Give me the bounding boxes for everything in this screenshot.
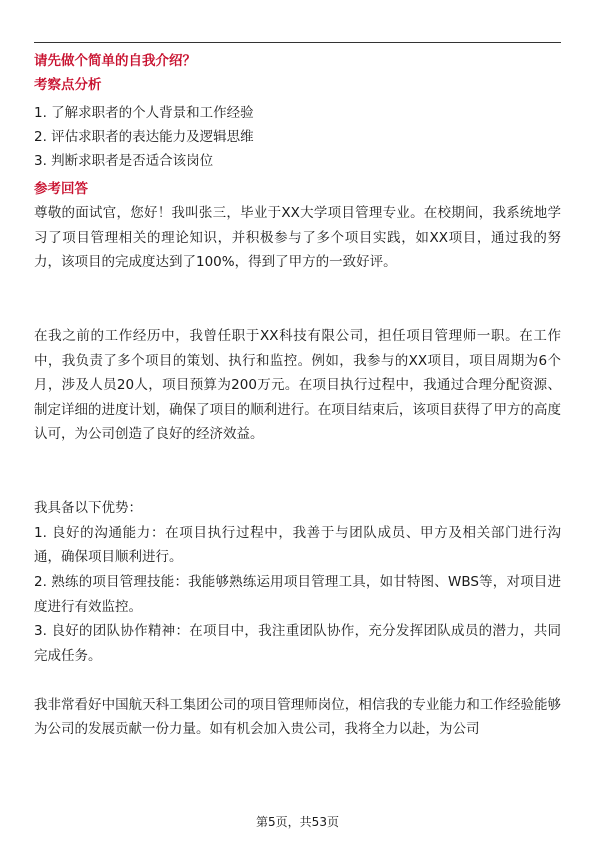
- analysis-item: 2. 评估求职者的表达能力及逻辑思维: [34, 129, 254, 145]
- strength-item: 3. 良好的团队协作精神：在项目中，我注重团队协作，充分发挥团队成员的潜力，共同完成任务。: [34, 623, 561, 664]
- answer-paragraph-intro: 尊敬的面试官，您好！我叫张三，毕业于XX大学项目管理专业。在校期间，我系统地学习了项目管理相关的理论知识，并积极参与了多个项目实践，如XX项目，通过我的努力，该项目的完成度达到了100%，得到了甲方的一致好评。: [34, 205, 561, 271]
- answer-closing: 我非常看好中国航天科工集团公司的项目管理师岗位，相信我的专业能力和工作经验能够为公司的发展贡献一份力量。如有机会加入贵公司，我将全力以赴，为公司: [34, 696, 561, 738]
- strength-item: 1. 良好的沟通能力：在项目执行过程中，我善于与团队成员、甲方及相关部门进行沟通，确保项目顺利进行。: [34, 524, 561, 566]
- page-number: 第5页，共53页: [256, 815, 339, 829]
- question-heading: 请先做个简单的自我介绍？: [34, 53, 196, 69]
- analysis-item: 3. 判断求职者是否适合该岗位: [34, 153, 214, 169]
- analysis-item: 1. 了解求职者的个人背景和工作经验: [34, 105, 254, 121]
- answer-paragraph-experience: 在我之前的工作经历中，我曾任职于XX科技有限公司，担任项目管理师一职。在工作中，我负责了多个项目的策划、执行和监控。例如，我参与的XX项目，项目周期为6个月，涉及人员20人，项目预算为200万元。在项目执行过程中，我通过合理分配资源、制定详细的进度计划，确保了项目的顺利进行。在项目结束后，该项目获得了甲方的高度认可，为公司创造了良好的经济效益。: [34, 327, 561, 443]
- analysis-heading: 考察点分析: [34, 77, 102, 93]
- answer-heading: 参考回答: [34, 181, 88, 197]
- page-content: [34, 49, 561, 742]
- strengths-intro: 我具备以下优势：: [34, 500, 142, 517]
- strength-item: 2. 熟练的项目管理技能：我能够熟练运用项目管理工具，如甘特图、WBS等，对项目进度进行有效监控。: [34, 573, 561, 615]
- top-divider: [34, 42, 561, 43]
